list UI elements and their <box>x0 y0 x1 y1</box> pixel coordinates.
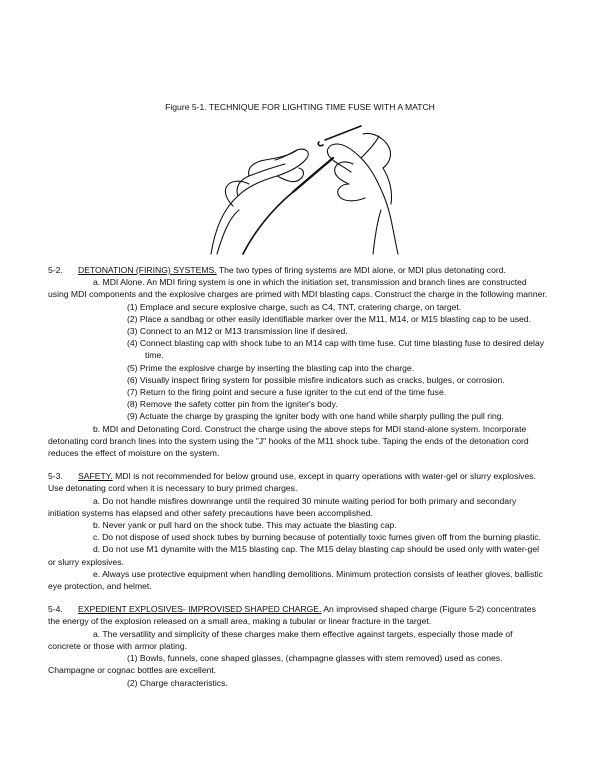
para-5-3-e-cont: eye protection, and helmet. <box>48 581 152 592</box>
para-5-3-a-cont: initiation systems has elapsed and other safety precautions have been accomplished. <box>48 507 373 518</box>
list-item: (9) Actuate the charge by grasping the igniter body with one hand while sharply pulling the pull ring. <box>127 411 504 422</box>
list-item-cont: Champagne or cognac bottles are excellent. <box>48 665 217 676</box>
section-5-2-heading <box>48 264 558 276</box>
para-5-2-b-cont: detonating cord branch lines into the system using the "J" hooks of the M11 shock tube. Taping the ends of the detonation cord <box>48 435 529 446</box>
list-item: (4) Connect blasting cap with shock tube to an M14 cap with time fuse. Cut time blasting fuse to desired delay <box>127 338 545 349</box>
section-intro: The two types of firing systems are MDI alone, or MDI plus detonating cord. <box>216 265 506 275</box>
para-5-4-a: a. The versatility and simplicity of these charges make them effective against targets, especially those made of <box>93 628 513 639</box>
section-title: EXPEDIENT EXPLOSIVES- IMPROVISED SHAPED CHARGE. <box>78 604 322 615</box>
para-5-3-e: e. Always use protective equipment when handling demolitions. Minimum protection consists of leather gloves, ballistic <box>93 568 543 579</box>
list-item-cont: time. <box>145 350 164 361</box>
list-item: (3) Connect to an M12 or M13 transmission line if desired. <box>127 326 348 337</box>
para-5-3-d: d. Do not use M1 dynamite with the M15 blasting cap. The M15 delay blasting cap should be used only with water-gel <box>93 544 540 555</box>
para-5-2-a: a. MDI Alone. An MDI firing system is one in which the initiation set, transmission and branch lines are constructed <box>93 277 527 288</box>
section-5-4-heading <box>48 603 558 615</box>
para-5-2-a-cont: using MDI components and the explosive charges are primed with MDI blasting caps. Construct the charge in the following manner. <box>48 289 548 300</box>
list-item: (6) Visually inspect firing system for possible misfire indicators such as cracks, bulges, or corrosion. <box>127 374 505 385</box>
para-5-2-b-cont: reduces the effect of moisture on the system. <box>48 448 220 459</box>
section-number: 5-4. <box>48 604 63 615</box>
section-title: SAFETY. <box>78 471 113 482</box>
list-item: (7) Return to the firing point and secure a fuse igniter to the cut end of the time fuse. <box>127 387 447 398</box>
match <box>325 126 361 140</box>
list-item: (1) Emplace and secure explosive charge, such as C4, TNT, cratering charge, on target. <box>127 301 462 312</box>
para-5-4-a-cont: concrete or those with armor plating. <box>48 640 187 651</box>
para-5-4-intro-cont: the energy of the explosion released on a small area, making a tubular or linear fracture in the target. <box>48 616 432 627</box>
para-5-3-a: a. Do not handle misfires downrange until the required 30 minute waiting period for both primary and secondary <box>93 495 517 506</box>
list-item: (1) Bowls, funnels, cone shaped glasses, (champagne glasses with stem removed) used as cones. <box>127 653 503 664</box>
para-5-3-c: c. Do not dispose of used shock tubes by burning because of potentially toxic fumes given off from the burning plastic. <box>93 532 541 543</box>
figure-illustration <box>193 114 411 258</box>
para-5-3-intro-cont: Use detonating cord when it is necessary to bury primed charges. <box>48 483 298 494</box>
left-hand <box>211 149 308 254</box>
para-5-3-b: b. Never yank or pull hard on the shock tube. This may actuate the blasting cap. <box>93 520 397 531</box>
list-item: (2) Charge characteristics. <box>127 677 228 688</box>
section-5-3-heading <box>48 470 558 482</box>
section-intro: An improvised shaped charge (Figure 5-2) concentrates <box>321 604 536 615</box>
para-5-2-b: b. MDI and Detonating Cord. Construct the charge using the above steps for MDI stand-alone system. Incorporate <box>93 423 527 434</box>
section-number: 5-3. <box>48 471 63 482</box>
figure-title: Figure 5-1. TECHNIQUE FOR LIGHTING TIME FUSE WITH A MATCH <box>165 102 435 112</box>
document-body <box>48 264 558 689</box>
section-title: DETONATION (FIRING) SYSTEMS. <box>78 265 217 275</box>
time-fuse <box>243 158 333 254</box>
para-5-3-d-cont: or slurry explosives. <box>48 556 124 567</box>
list-item: (8) Remove the safety cotter pin from the igniter's body. <box>127 399 338 410</box>
section-number: 5-2. <box>48 265 63 275</box>
list-item: (2) Place a sandbag or other easily identifiable marker over the M11, M14, or M15 blasting cap to be used. <box>127 313 531 324</box>
list-item: (5) Prime the explosive charge by inserting the blasting cap into the charge. <box>127 362 415 373</box>
section-intro: MDI is not recommended for below ground use, except in quarry operations with water-gel or slurry explosives. <box>112 471 536 482</box>
